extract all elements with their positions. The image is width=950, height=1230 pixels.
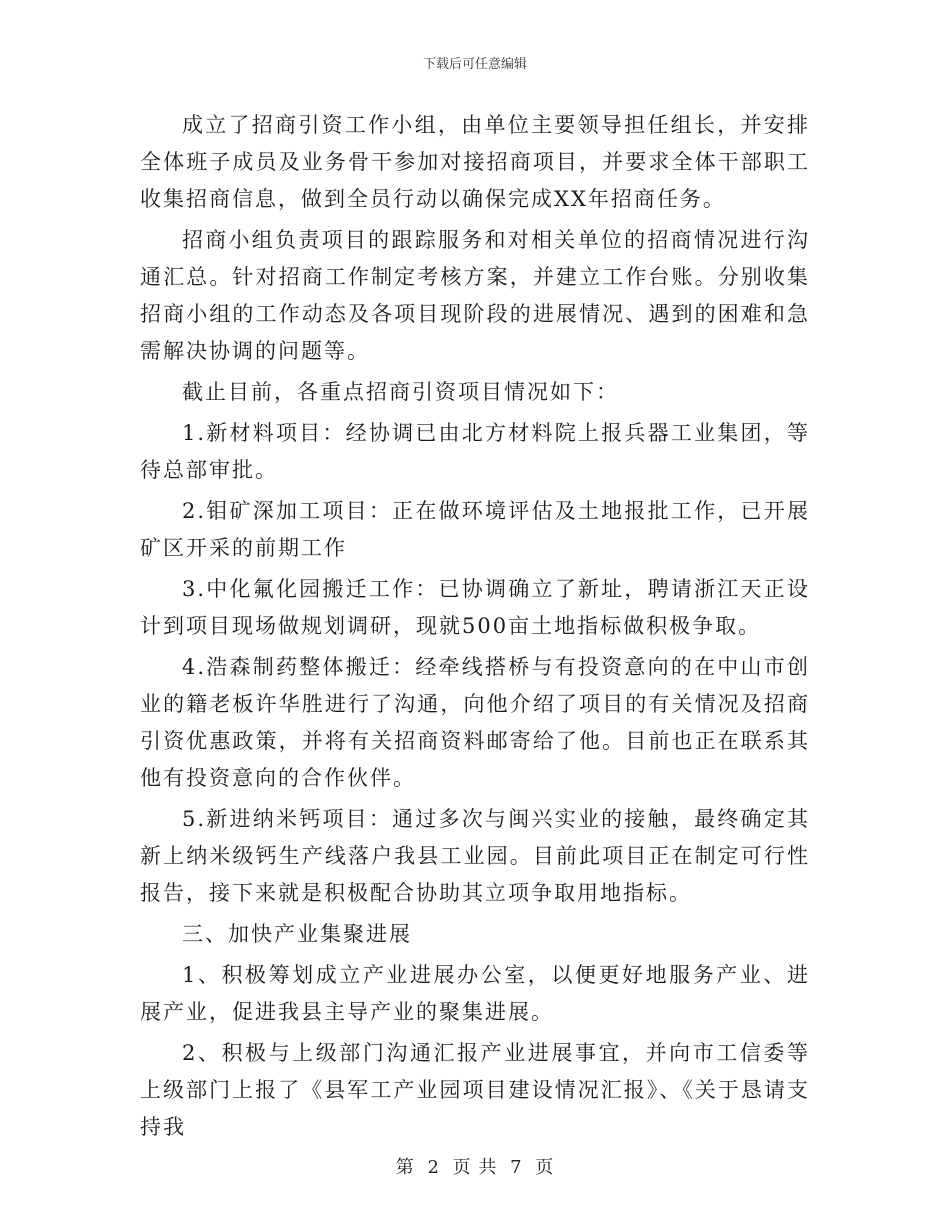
- paragraph: 4.浩森制药整体搬迁：经牵线搭桥与有投资意向的在中山市创业的籍老板许华胜进行了沟通，向他介绍了项目的有关情况及招商引资优惠政策，并将有关招商资料邮寄给了他。目前也正在联系其他有投资意向的合作伙伴。: [140, 655, 810, 790]
- total-page-count: 7: [510, 1157, 523, 1178]
- section-heading: 三、加快产业集聚进展: [182, 922, 412, 946]
- current-page-number: 2: [427, 1157, 440, 1178]
- page-header: 下载后可任意编辑: [422, 57, 527, 72]
- paragraph: 成立了招商引资工作小组，由单位主要领导担任组长，并安排全体班子成员及业务骨干参加对接招商项目，并要求全体干部职工收集招商信息，做到全员行动以确保完成XX年招商任务。: [140, 113, 810, 211]
- paragraph: 截止目前，各重点招商引资项目情况如下：: [182, 380, 619, 404]
- paragraph: 招商小组负责项目的跟踪服务和对相关单位的招商情况进行沟通汇总。针对招商工作制定考核方案，并建立工作台账。分别收集招商小组的工作动态及各项目现阶段的进展情况、遇到的困难和急需解决协调的问题等。: [140, 228, 810, 363]
- footer-suffix: 页: [535, 1157, 555, 1178]
- paragraph: 5.新进纳米钙项目：通过多次与闽兴实业的接触，最终确定其新上纳米级钙生产线落户我县工业园。目前此项目正在制定可行性报告，接下来就是积极配合协助其立项争取用地指标。: [140, 807, 810, 905]
- paragraph: 1.新材料项目：经协调已由北方材料院上报兵器工业集团，等待总部审批。: [140, 421, 810, 482]
- footer-prefix: 第: [395, 1157, 415, 1178]
- document-body: [140, 107, 810, 1146]
- footer-middle: 页 共: [452, 1157, 498, 1178]
- paragraph: 1、积极筹划成立产业进展办公室，以便更好地服务产业、进展产业，促进我县主导产业的聚集进展。: [140, 963, 810, 1024]
- paragraph: 2.钼矿深加工项目：正在做环境评估及土地报批工作，已开展矿区开采的前期工作: [140, 499, 810, 560]
- page-footer: [0, 1153, 950, 1179]
- paragraph: 2、积极与上级部门沟通汇报产业进展事宜，并向市工信委等上级部门上报了《县军工产业园项目建设情况汇报》、《关于恳请支持我: [140, 1041, 810, 1139]
- paragraph: 3.中化氟化园搬迁工作：已协调确立了新址，聘请浙江天正设计到项目现场做规划调研，现就500亩土地指标做积极争取。: [140, 577, 810, 638]
